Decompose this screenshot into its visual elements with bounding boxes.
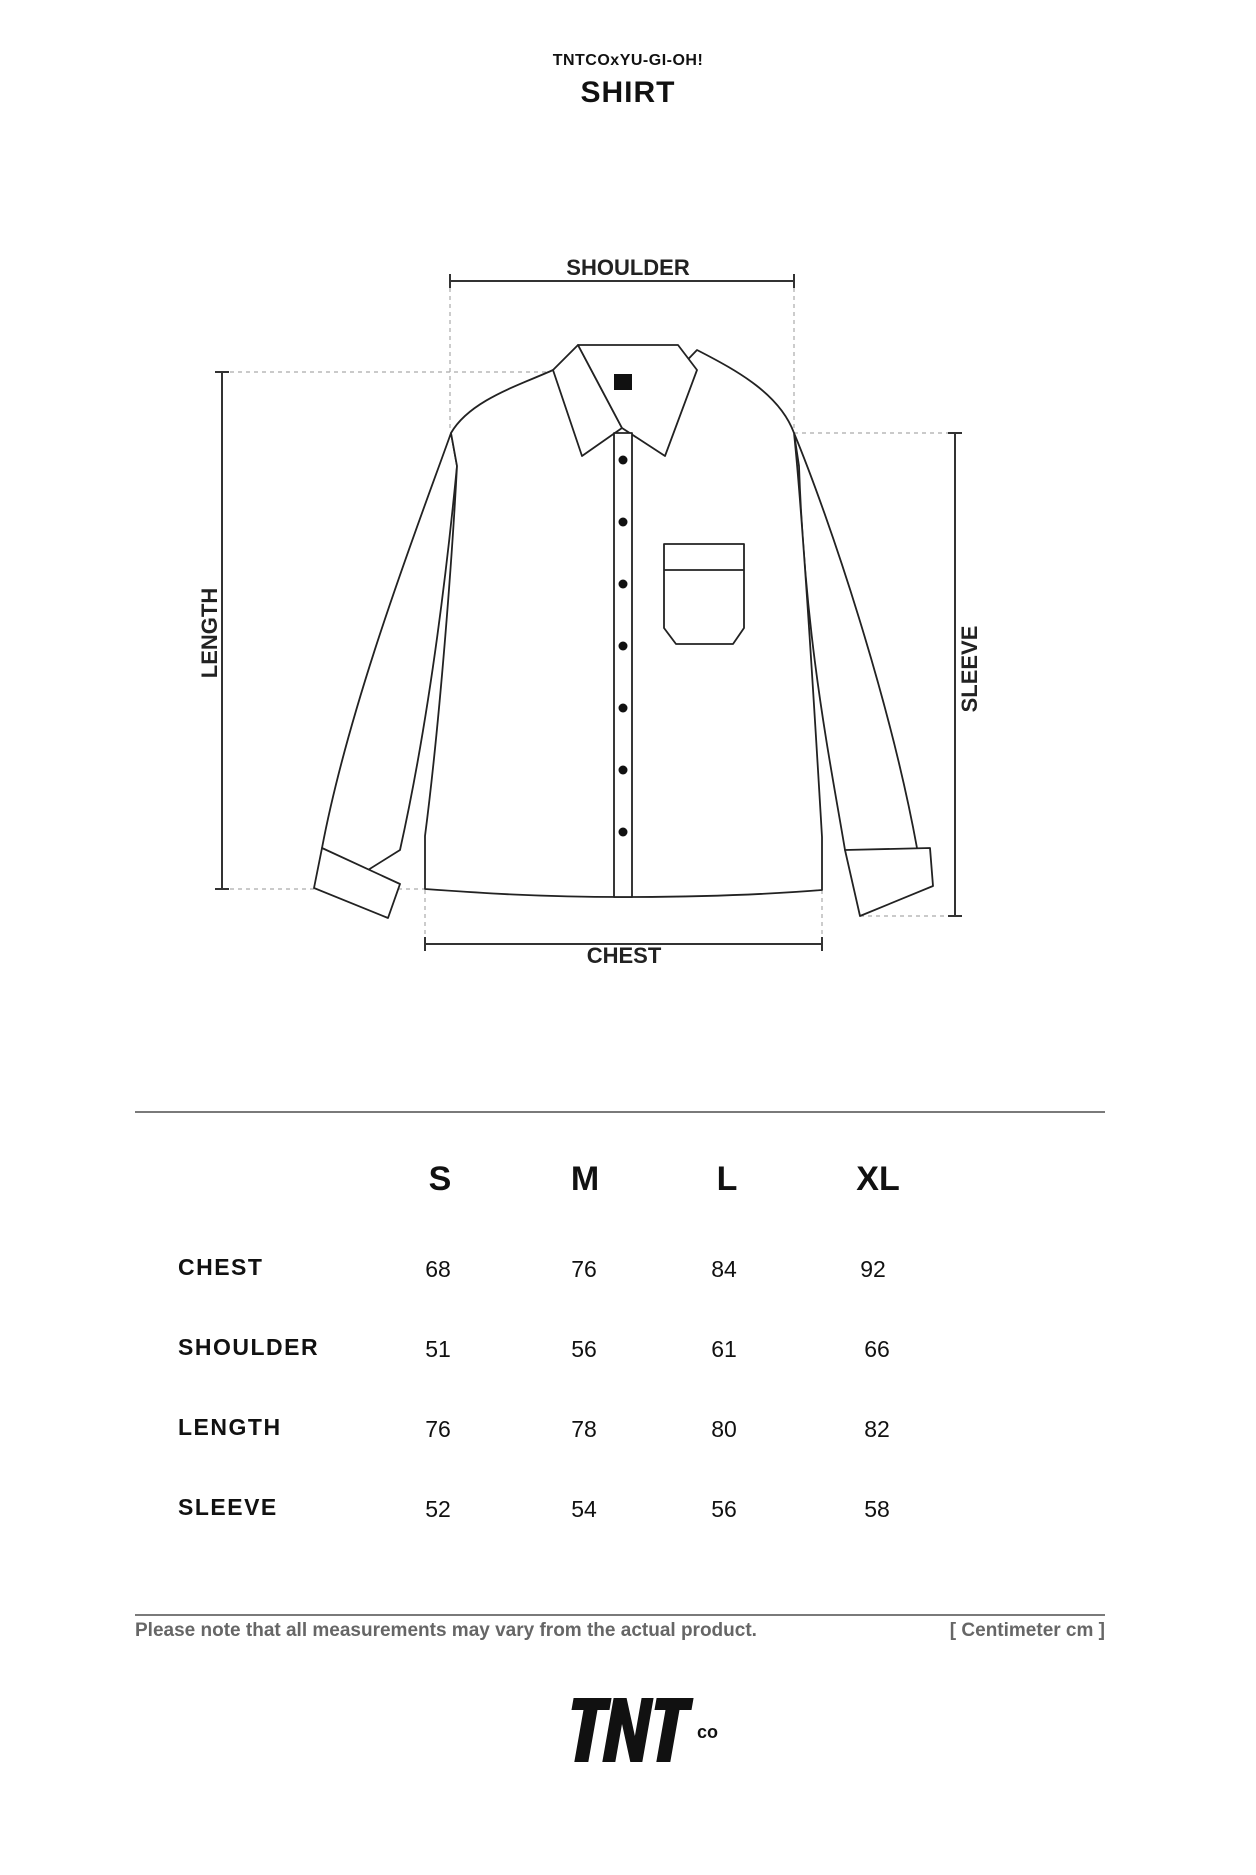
cell-shoulder-xl: 66 [864, 1336, 890, 1362]
size-header-m: M [570, 1160, 600, 1198]
shoulder-label: SHOULDER [566, 255, 690, 280]
cell-sleeve-xl: 58 [864, 1496, 890, 1522]
row-label-chest: CHEST [178, 1254, 264, 1280]
row-label-shoulder: SHOULDER [178, 1334, 320, 1360]
right-cuff [845, 848, 933, 916]
table-top-rule [135, 1111, 1105, 1113]
cell-length-s: 76 [425, 1416, 451, 1442]
cell-chest-xl: 92 [860, 1256, 886, 1282]
cell-length-xl: 82 [864, 1416, 890, 1442]
row-label-length: LENGTH [178, 1414, 282, 1440]
collab-subtitle: TNTCOxYU-GI-OH! [552, 52, 704, 69]
cell-length-l: 80 [711, 1416, 737, 1442]
size-header-xl: XL [856, 1160, 900, 1198]
row-label-sleeve: SLEEVE [178, 1494, 278, 1520]
cell-sleeve-l: 56 [711, 1496, 737, 1522]
tntco-logo [555, 1690, 719, 1770]
unit-note: [ Centimeter cm ] [949, 1620, 1105, 1641]
size-header-l: L [716, 1160, 738, 1198]
svg-text:co: co [697, 1722, 719, 1742]
cell-chest-m: 76 [571, 1256, 597, 1282]
cell-shoulder-m: 56 [571, 1336, 597, 1362]
sleeve-label: SLEEVE [957, 625, 982, 713]
button-placket [614, 433, 632, 897]
size-header-s: S [428, 1160, 452, 1198]
table-bottom-rule [135, 1614, 1105, 1616]
chest-label: CHEST [586, 943, 662, 968]
product-title: SHIRT [580, 76, 676, 109]
measurement-disclaimer: Please note that all measurements may vary from the actual product. [135, 1620, 757, 1641]
cell-length-m: 78 [571, 1416, 597, 1442]
length-label: LENGTH [197, 587, 222, 679]
cell-shoulder-l: 61 [711, 1336, 737, 1362]
cell-sleeve-s: 52 [425, 1496, 451, 1522]
cell-chest-s: 68 [425, 1256, 451, 1282]
cell-sleeve-m: 54 [571, 1496, 597, 1522]
chest-pocket [664, 544, 744, 644]
cell-shoulder-s: 51 [425, 1336, 451, 1362]
label-tag [614, 374, 632, 390]
cell-chest-l: 84 [711, 1256, 737, 1282]
